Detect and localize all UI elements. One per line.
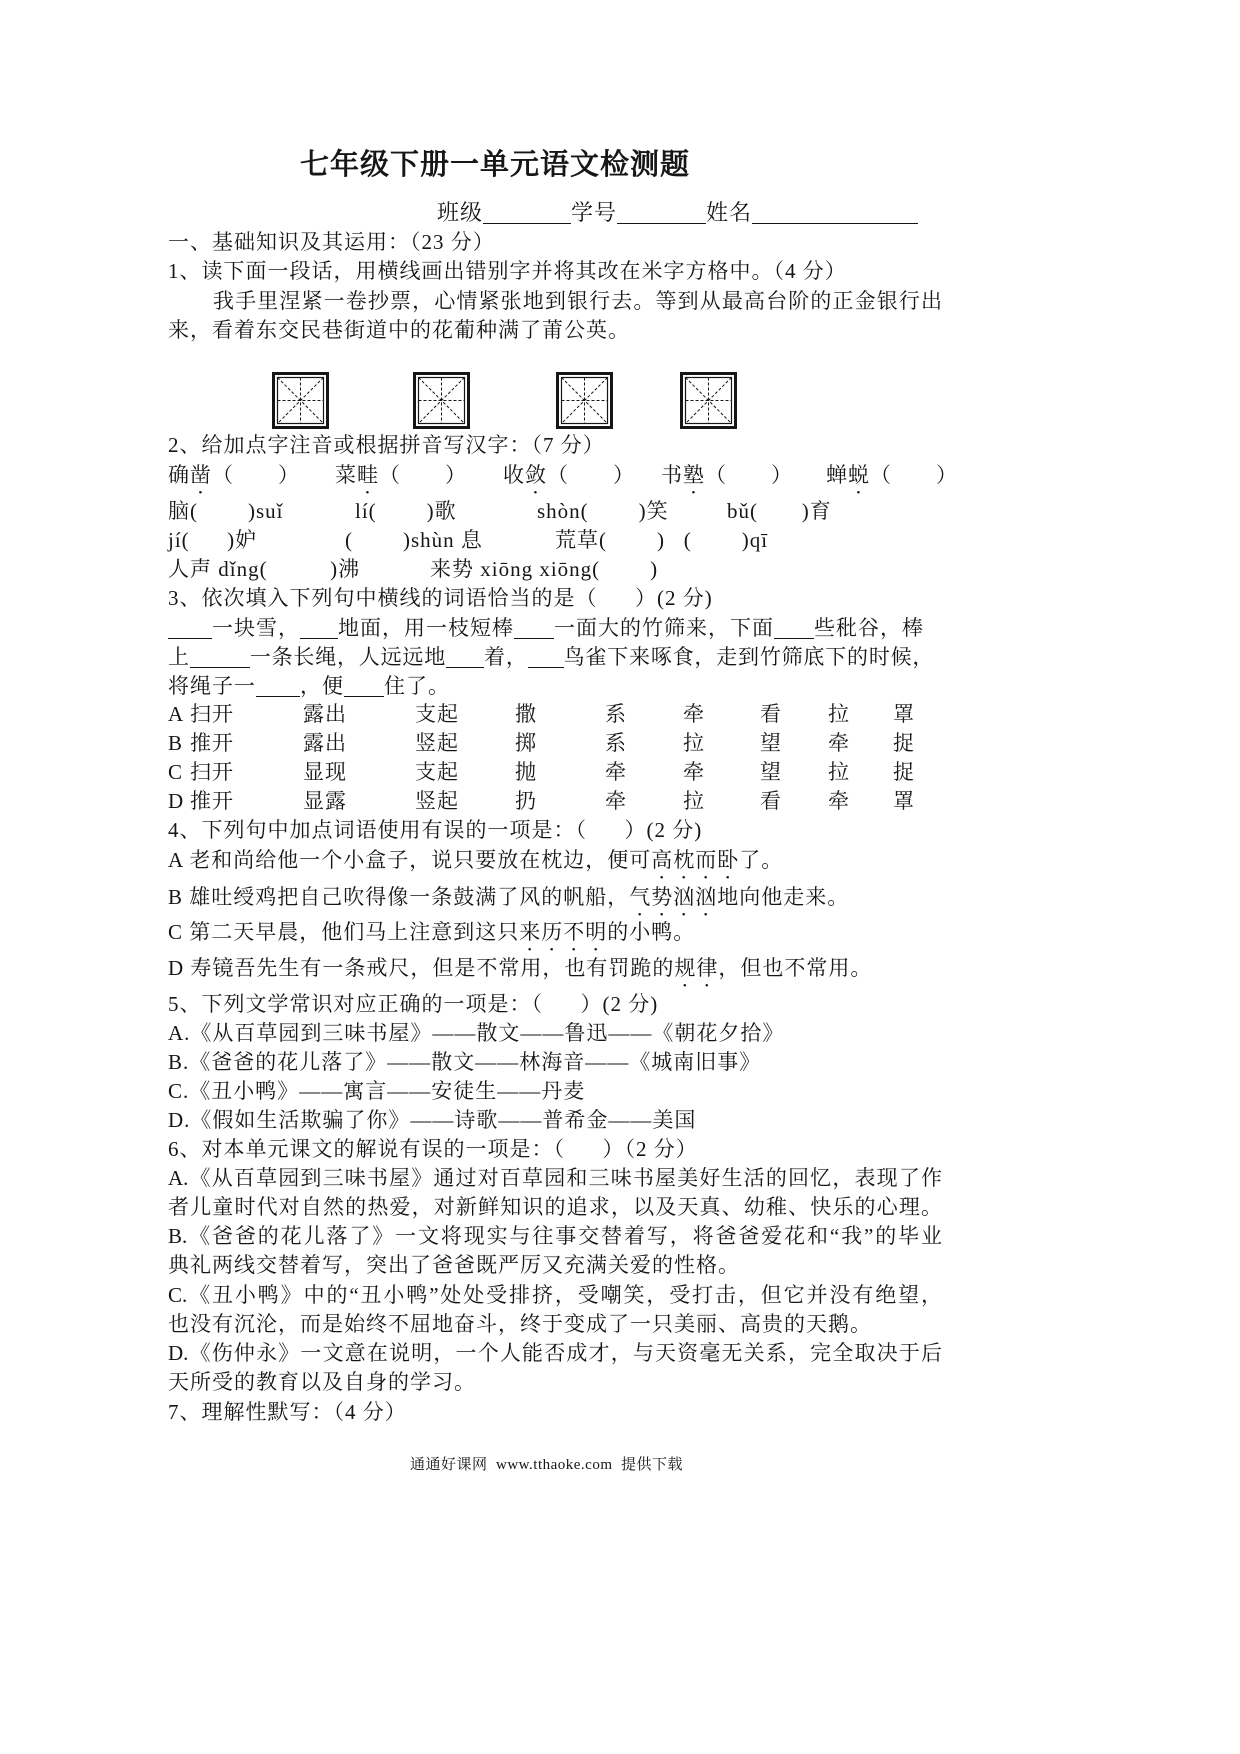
choice-word: 推开 (190, 789, 234, 813)
option-line: D.《伤仲永》一文意在说明，一个人能否成才，与天资毫无关系，完全取决于后 (168, 1341, 942, 1365)
choice-letter: D (168, 789, 185, 813)
option-line: 天所受的教育以及自身的学习。 (168, 1370, 476, 1394)
dotted-char: 敛 (525, 463, 547, 487)
pinyin-item: 来势 xiōng xiōng( ) (430, 557, 659, 581)
option-a (168, 846, 783, 884)
option-text: A 老和尚给他一个小盒子，说只要放在枕边，便可 (168, 848, 652, 872)
mizi-grid-box (272, 372, 329, 429)
dotted-phrase: 规律 (674, 956, 719, 980)
answer-parens: （ ） (705, 463, 793, 487)
option-text: 地向他走来。 (717, 885, 850, 909)
choice-word: 拉 (683, 731, 705, 755)
pinyin-item: 脑( )suǐ (168, 499, 284, 523)
choice-row-b (0, 729, 1000, 757)
passage-text: 一条长绳，人远远地 (249, 645, 447, 669)
choice-word: 扫开 (190, 760, 234, 784)
option-text: C 第二天早晨，他们马上注意到这只 (168, 920, 520, 944)
option-line: 也没有沉沦，而是始终不屈地奋斗，终于变成了一只美丽、高贵的天鹅。 (168, 1312, 872, 1336)
choice-word: 显露 (303, 789, 347, 813)
choice-letter: B (168, 731, 184, 755)
passage-text: 鸟雀下来啄食，走到竹筛底下的时候， (563, 645, 935, 669)
option-text: D 寿镜吾先生有一条戒尺，但是不常用，也有罚跪的 (168, 956, 675, 980)
question-5-prompt: 5、下列文学常识对应正确的一项是：（ ）(2 分) (168, 992, 659, 1016)
passage-text: 些秕谷，棒 (814, 616, 924, 640)
student-number-label: 学号 (571, 200, 618, 225)
pinyin-item (168, 461, 300, 499)
choice-word: 支起 (415, 702, 459, 726)
question-7-prompt: 7、理解性默写：（4 分） (168, 1400, 407, 1424)
fill-blank (344, 678, 384, 697)
option-line: A.《从百草园到三味书屋》通过对百草园和三味书屋美好生活的回忆，表现了作 (168, 1166, 942, 1190)
option-line: C.《丑小鸭》中的“丑小鸭”处处受排挤，受嘲笑，受打击，但它并没有绝望， (168, 1283, 942, 1307)
choice-row-c (0, 758, 1000, 786)
choice-letter: C (168, 760, 184, 784)
question-4-prompt: 4、下列句中加点词语使用有误的一项是：（ ）(2 分) (168, 818, 703, 842)
pinyin-item: 人声 dǐng( )沸 (168, 557, 361, 581)
choice-word: 牵 (683, 702, 705, 726)
dotted-phrase: 高枕而卧 (651, 848, 740, 872)
choice-row-d (0, 787, 1000, 815)
word-char: 收 (503, 463, 525, 487)
student-info-line (437, 199, 918, 227)
choice-word: 抛 (515, 760, 537, 784)
word-char: 确 (168, 463, 190, 487)
choice-word: 系 (605, 702, 627, 726)
choice-word: 支起 (415, 760, 459, 784)
choice-word: 看 (760, 702, 782, 726)
dotted-char: 塾 (683, 463, 705, 487)
choice-word: 牵 (605, 789, 627, 813)
choice-word: 看 (760, 789, 782, 813)
fill-blank (190, 649, 250, 668)
option-a: A.《从百草园到三味书屋》——散文——鲁迅——《朝花夕拾》 (168, 1021, 785, 1045)
page-title: 七年级下册一单元语文检测题 (300, 149, 691, 181)
choice-word: 扫开 (190, 702, 234, 726)
option-text: 了。 (739, 848, 784, 872)
student-number-blank (617, 205, 706, 224)
choice-word: 显现 (303, 760, 347, 784)
option-text: ，但也不常用。 (718, 956, 873, 980)
passage-text: 一块雪， (212, 616, 300, 640)
question-1-prompt: 1、读下面一段话，用横线画出错别字并将其改在米字方格中。（4 分） (168, 259, 847, 283)
choice-word: 掷 (515, 731, 537, 755)
choice-word: 拉 (828, 702, 850, 726)
choice-word: 扔 (515, 789, 537, 813)
pinyin-item: lí( )歌 (355, 499, 457, 523)
pinyin-item (335, 461, 467, 499)
choice-word: 望 (760, 731, 782, 755)
section-heading: 一、基础知识及其运用：（23 分） (168, 230, 495, 254)
passage-text: 一面大的竹筛来，下面 (554, 616, 774, 640)
option-text: B 雄吐绶鸡把自己吹得像一条鼓满了风的帆船， (168, 885, 630, 909)
choice-letter: A (168, 702, 185, 726)
passage-line (168, 614, 924, 642)
choice-word: 撒 (515, 702, 537, 726)
question-3-prompt: 3、依次填入下列句中横线的词语恰当的是（ ）(2 分) (168, 586, 713, 610)
pinyin-item: ( )shùn 息 (345, 528, 483, 552)
passage-text: 上 (168, 645, 190, 669)
fill-blank (300, 620, 338, 639)
dotted-phrase: 来历不明 (519, 920, 608, 944)
pinyin-item (503, 461, 635, 499)
choice-word: 系 (605, 731, 627, 755)
name-label: 姓名 (706, 200, 753, 225)
passage-text: 将绳子一 (168, 674, 256, 698)
choice-word: 拉 (828, 760, 850, 784)
choice-word: 牵 (828, 789, 850, 813)
fill-blank (446, 649, 484, 668)
pinyin-item (826, 461, 958, 499)
answer-parens: （ ） (547, 463, 635, 487)
option-text: 的小鸭。 (607, 920, 696, 944)
dotted-char: 畦 (357, 463, 379, 487)
choice-word: 牵 (683, 760, 705, 784)
passage-text: 住了。 (384, 674, 450, 698)
choice-word: 拉 (683, 789, 705, 813)
pinyin-item: jí( )妒 (168, 528, 258, 552)
class-label: 班级 (437, 200, 484, 225)
choice-row-a (0, 700, 1000, 728)
dotted-char: 凿 (190, 463, 212, 487)
question-6-prompt: 6、对本单元课文的解说有误的一项是：（ ）（2 分） (168, 1137, 698, 1161)
fill-blank (256, 678, 300, 697)
class-blank (483, 205, 571, 224)
word-char: 蝉 (826, 463, 848, 487)
passage-text: ，便 (300, 674, 344, 698)
pinyin-item (661, 461, 793, 499)
mizi-grid-box (413, 372, 470, 429)
word-char: 书 (661, 463, 683, 487)
pinyin-item: shòn( )笑 (537, 499, 669, 523)
passage-line (168, 672, 450, 700)
mizi-grid-icon (272, 372, 329, 429)
word-char: 菜 (335, 463, 357, 487)
choice-word: 牵 (605, 760, 627, 784)
choice-word: 推开 (190, 731, 234, 755)
page-footer: 通通好课网 www.tthaoke.com 提供下载 (410, 1457, 683, 1473)
dotted-phrase: 气势汹汹 (629, 885, 718, 909)
choice-word: 捉 (893, 731, 915, 755)
mizi-grid-icon (680, 372, 737, 429)
answer-parens: （ ） (212, 463, 300, 487)
option-d: D.《假如生活欺骗了你》——诗歌——普希金——美国 (168, 1108, 697, 1132)
option-c: C.《丑小鸭》——寓言——安徒生——丹麦 (168, 1079, 586, 1103)
fill-blank (528, 649, 564, 668)
fill-blank (514, 620, 554, 639)
passage-line: 我手里涅紧一卷抄票，心情紧张地到银行去。等到从最高台阶的正金银行出 (213, 289, 942, 313)
pinyin-item: bǔ( )育 (727, 499, 832, 523)
passage-line: 来，看着东交民巷街道中的花葡种满了莆公英。 (168, 318, 630, 342)
option-line: B.《爸爸的花儿落了》一文将现实与往事交替着写，将爸爸爱花和“我”的毕业 (168, 1224, 942, 1248)
answer-parens: （ ） (379, 463, 467, 487)
choice-word: 牵 (828, 731, 850, 755)
dotted-char: 蜕 (848, 463, 870, 487)
pinyin-item: 荒草( ) ( )qī (555, 528, 769, 552)
option-b (168, 883, 849, 921)
name-blank (752, 205, 918, 224)
option-b: B.《爸爸的花儿落了》——散文——林海音——《城南旧事》 (168, 1050, 762, 1074)
fill-blank (774, 620, 814, 639)
choice-word: 竖起 (415, 731, 459, 755)
mizi-grid-icon (556, 372, 613, 429)
mizi-grid-icon (413, 372, 470, 429)
option-c (168, 918, 695, 956)
passage-text: 着， (484, 645, 528, 669)
mizi-grid-box (680, 372, 737, 429)
choice-word: 捉 (893, 760, 915, 784)
passage-text: 地面，用一枝短棒 (338, 616, 514, 640)
choice-word: 罩 (893, 789, 915, 813)
question-2-prompt: 2、给加点字注音或根据拼音写汉字：（7 分） (168, 433, 605, 457)
fill-blank (168, 620, 212, 639)
passage-line (168, 643, 934, 671)
option-line: 典礼两线交替着写，突出了爸爸既严厉又充满关爱的性格。 (168, 1253, 740, 1277)
mizi-grid-box (556, 372, 613, 429)
choice-word: 竖起 (415, 789, 459, 813)
choice-word: 望 (760, 760, 782, 784)
choice-word: 罩 (893, 702, 915, 726)
option-d (168, 954, 872, 992)
choice-word: 露出 (303, 731, 347, 755)
option-line: 者儿童时代对自然的热爱，对新鲜知识的追求，以及天真、幼稚、快乐的心理。 (168, 1195, 942, 1219)
answer-parens: （ ） (870, 463, 958, 487)
choice-word: 露出 (303, 702, 347, 726)
